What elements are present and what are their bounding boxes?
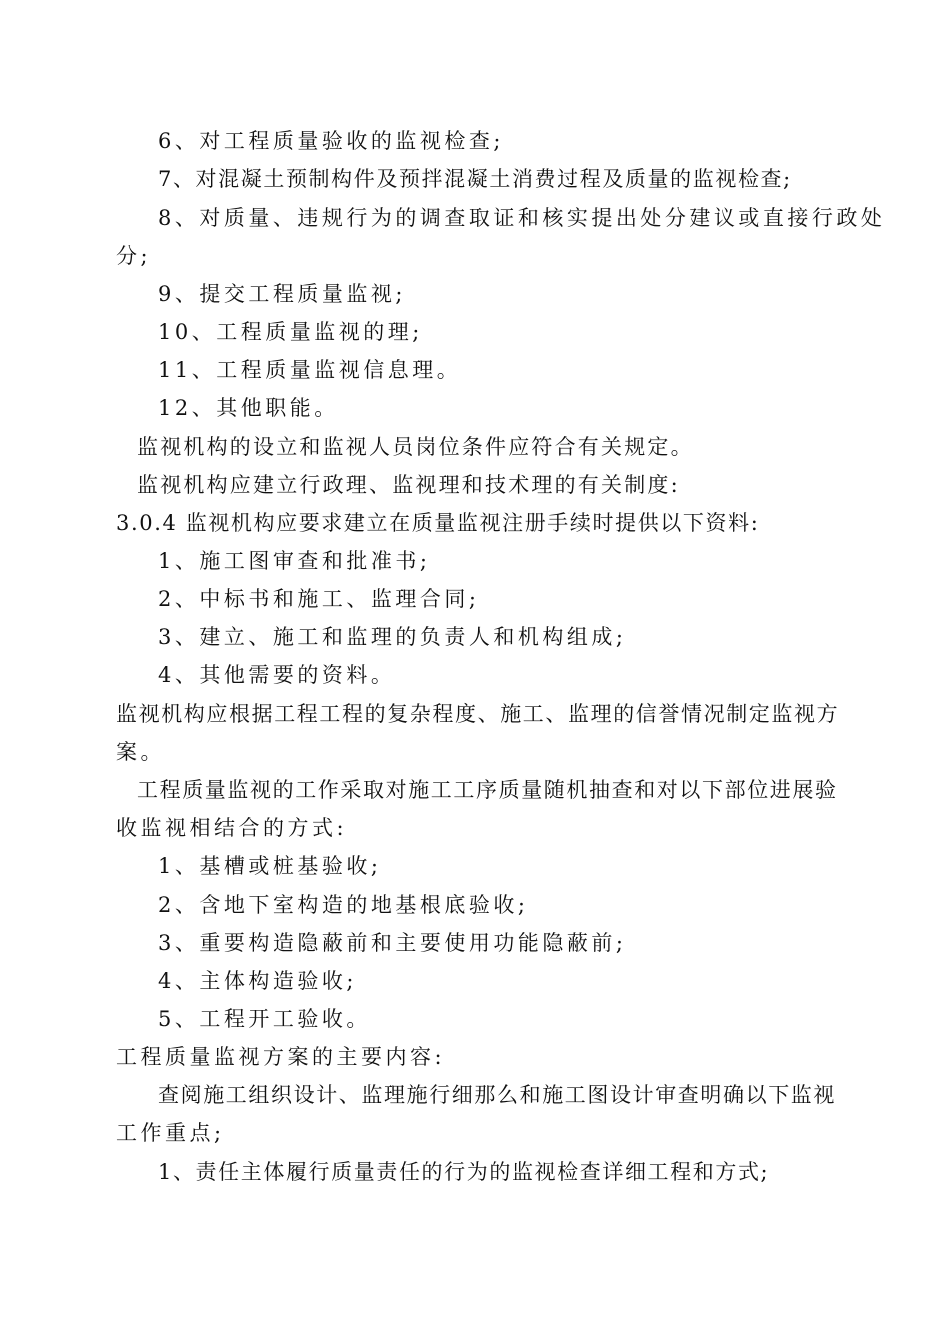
inspection-5: 5、工程开工验收。 <box>158 1007 371 1031</box>
item-8: 8、对质量、违规行为的调查取证和核实提出处分建议或直接行政处 <box>158 206 886 230</box>
material-2: 2、中标书和施工、监理合同; <box>158 587 480 611</box>
paragraph-plan-continued: 案。 <box>116 740 165 764</box>
paragraph-plan-contents: 工程质量监视方案的主要内容: <box>116 1045 446 1069</box>
inspection-1: 1、基槽或桩基验收; <box>158 854 382 878</box>
paragraph-method-continued: 收监视相结合的方式: <box>116 816 348 840</box>
material-4: 4、其他需要的资料。 <box>158 663 396 687</box>
inspection-4: 4、主体构造验收; <box>158 969 357 993</box>
item-8-continued: 分; <box>116 244 152 268</box>
paragraph-review: 查阅施工组织设计、监理施行细那么和施工图设计审查明确以下监视 <box>158 1083 836 1107</box>
material-1: 1、施工图审查和批准书; <box>158 549 431 573</box>
material-3: 3、建立、施工和监理的负责人和机构组成; <box>158 625 627 649</box>
paragraph-review-continued: 工作重点; <box>116 1121 225 1145</box>
inspection-2: 2、含地下室构造的地基根底验收; <box>158 893 529 917</box>
paragraph-method: 工程质量监视的工作采取对施工工序质量随机抽查和对以下部位进展验 <box>137 778 838 802</box>
item-10: 10、工程质量监视的理; <box>158 320 423 344</box>
paragraph-plan: 监视机构应根据工程工程的复杂程度、施工、监理的信誉情况制定监视方 <box>116 702 840 726</box>
section-3-0-4: 3.0.4 监视机构应要求建立在质量监视注册手续时提供以下资料: <box>116 511 760 535</box>
item-9: 9、提交工程质量监视; <box>158 282 406 306</box>
item-6: 6、对工程质量验收的监视检查; <box>158 129 504 153</box>
item-7: 7、对混凝土预制构件及预拌混凝土消费过程及质量的监视检查; <box>158 167 792 191</box>
paragraph-systems: 监视机构应建立行政理、监视理和技术理的有关制度: <box>137 473 680 497</box>
inspection-3: 3、重要构造隐蔽前和主要使用功能隐蔽前; <box>158 931 627 955</box>
item-12: 12、其他职能。 <box>158 396 339 420</box>
paragraph-establishment: 监视机构的设立和监视人员岗位条件应符合有关规定。 <box>137 435 694 459</box>
item-11: 11、工程质量监视信息理。 <box>158 358 462 382</box>
focus-item-1: 1、责任主体履行质量责任的行为的监视检查详细工程和方式; <box>158 1160 770 1184</box>
